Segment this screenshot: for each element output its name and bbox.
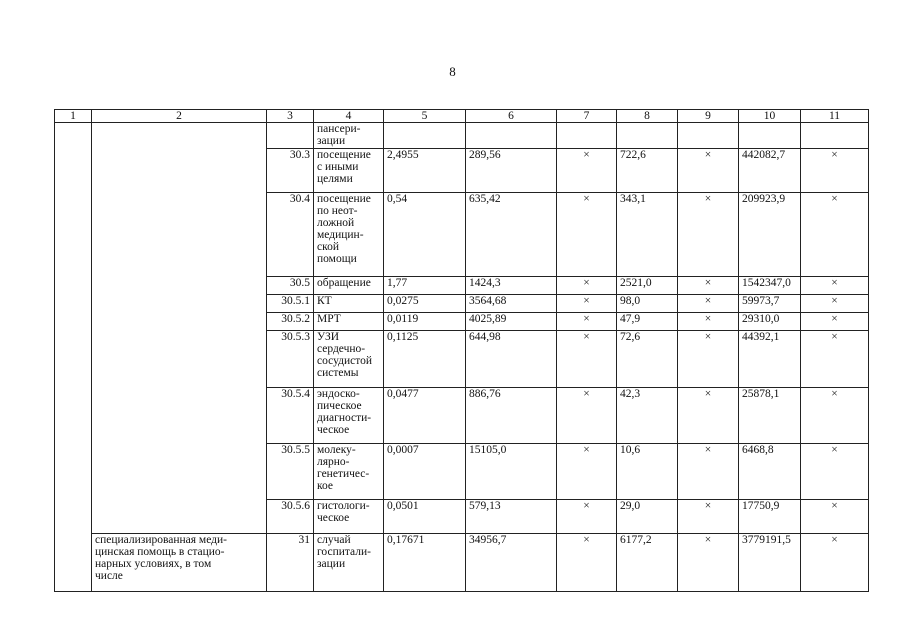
cell-col-10: 59973,7 xyxy=(739,295,801,313)
column-header-11: 11 xyxy=(801,110,869,123)
cell-col-6: 3564,68 xyxy=(466,295,557,313)
cell-col-9: × xyxy=(678,534,739,592)
column-header-2: 2 xyxy=(92,110,267,123)
cell-col-5: 0,0119 xyxy=(384,313,466,331)
cell-col-5: 0,0275 xyxy=(384,295,466,313)
cell-col-7 xyxy=(557,123,617,149)
cell-col-9: × xyxy=(678,149,739,193)
cell-col-7: × xyxy=(557,500,617,534)
cell-col-6: 579,13 xyxy=(466,500,557,534)
cell-col-5: 0,0007 xyxy=(384,444,466,500)
cell-col-9: × xyxy=(678,313,739,331)
cell-col-10: 44392,1 xyxy=(739,331,801,388)
cell-col-4: гистологи- ческое xyxy=(314,500,384,534)
cell-col-6: 886,76 xyxy=(466,388,557,444)
cell-col-6: 4025,89 xyxy=(466,313,557,331)
cell-col-4: случай госпитали- зации xyxy=(314,534,384,592)
cell-col-7: × xyxy=(557,444,617,500)
cell-col-4: посещение с иными целями xyxy=(314,149,384,193)
cell-col-1 xyxy=(55,123,92,592)
cell-col-9: × xyxy=(678,277,739,295)
cell-col-3: 30.5 xyxy=(267,277,314,295)
column-header-6: 6 xyxy=(466,110,557,123)
cell-col-6: 644,98 xyxy=(466,331,557,388)
cell-col-8: 6177,2 xyxy=(617,534,678,592)
cell-col-4: МРТ xyxy=(314,313,384,331)
cell-col-3: 30.5.5 xyxy=(267,444,314,500)
cell-col-11: × xyxy=(801,331,869,388)
cell-col-4: обращение xyxy=(314,277,384,295)
cell-col-10: 6468,8 xyxy=(739,444,801,500)
cell-col-10: 1542347,0 xyxy=(739,277,801,295)
cell-col-3: 30.3 xyxy=(267,149,314,193)
cell-col-11: × xyxy=(801,193,869,277)
cell-col-11: × xyxy=(801,277,869,295)
table-body xyxy=(55,123,869,592)
cell-col-6: 1424,3 xyxy=(466,277,557,295)
cell-col-10: 442082,7 xyxy=(739,149,801,193)
cell-col-5 xyxy=(384,123,466,149)
cell-col-8 xyxy=(617,123,678,149)
cell-col-3: 30.4 xyxy=(267,193,314,277)
column-header-7: 7 xyxy=(557,110,617,123)
cell-col-7: × xyxy=(557,388,617,444)
cell-col-9: × xyxy=(678,444,739,500)
cell-col-11: × xyxy=(801,534,869,592)
cell-col-6: 635,42 xyxy=(466,193,557,277)
cell-col-6: 34956,7 xyxy=(466,534,557,592)
page-number: 8 xyxy=(449,64,456,79)
cell-col-5: 0,0477 xyxy=(384,388,466,444)
cell-col-9 xyxy=(678,123,739,149)
cell-col-6: 289,56 xyxy=(466,149,557,193)
cell-col-11: × xyxy=(801,149,869,193)
cell-col-10: 209923,9 xyxy=(739,193,801,277)
cell-col-8: 72,6 xyxy=(617,331,678,388)
cell-col-4: КТ xyxy=(314,295,384,313)
cell-col-11: × xyxy=(801,500,869,534)
cell-col-9: × xyxy=(678,388,739,444)
cell-col-4: эндоско- пическое диагности- ческое xyxy=(314,388,384,444)
cell-col-3: 30.5.6 xyxy=(267,500,314,534)
table-row xyxy=(55,123,869,149)
cell-col-11: × xyxy=(801,444,869,500)
cell-col-8: 343,1 xyxy=(617,193,678,277)
cell-col-3: 30.5.2 xyxy=(267,313,314,331)
cell-col-5: 0,17671 xyxy=(384,534,466,592)
cell-col-8: 29,0 xyxy=(617,500,678,534)
column-header-10: 10 xyxy=(739,110,801,123)
cell-col-9: × xyxy=(678,331,739,388)
cell-col-5: 1,77 xyxy=(384,277,466,295)
cell-col-8: 98,0 xyxy=(617,295,678,313)
cell-col-10: 17750,9 xyxy=(739,500,801,534)
cell-col-3: 30.5.3 xyxy=(267,331,314,388)
table-row xyxy=(55,534,869,592)
cell-col-9: × xyxy=(678,193,739,277)
cell-col-5: 0,54 xyxy=(384,193,466,277)
cell-col-4: пансери- зации xyxy=(314,123,384,149)
cell-col-8: 47,9 xyxy=(617,313,678,331)
cell-col-8: 722,6 xyxy=(617,149,678,193)
column-header-5: 5 xyxy=(384,110,466,123)
cell-col-8: 10,6 xyxy=(617,444,678,500)
cell-col-8: 42,3 xyxy=(617,388,678,444)
column-header-4: 4 xyxy=(314,110,384,123)
cell-col-4: УЗИ сердечно- сосудистой системы xyxy=(314,331,384,388)
cell-col-11: × xyxy=(801,388,869,444)
cell-col-3: 30.5.4 xyxy=(267,388,314,444)
cell-col-3: 31 xyxy=(267,534,314,592)
cell-col-6: 15105,0 xyxy=(466,444,557,500)
cell-col-7: × xyxy=(557,149,617,193)
cell-col-10: 25878,1 xyxy=(739,388,801,444)
cell-col-11: × xyxy=(801,313,869,331)
cell-col-5: 2,4955 xyxy=(384,149,466,193)
cell-col-7: × xyxy=(557,277,617,295)
cell-col-9: × xyxy=(678,295,739,313)
cell-col-5: 0,1125 xyxy=(384,331,466,388)
cell-col-11 xyxy=(801,123,869,149)
cell-col-7: × xyxy=(557,331,617,388)
column-header-3: 3 xyxy=(267,110,314,123)
cell-col-10: 29310,0 xyxy=(739,313,801,331)
column-header-1: 1 xyxy=(55,110,92,123)
cell-col-2: специализированная меди- цинская помощь в стацио- нарных условиях, в том числе xyxy=(92,534,267,592)
cell-col-3: 30.5.1 xyxy=(267,295,314,313)
header-row xyxy=(55,110,869,123)
cell-col-10 xyxy=(739,123,801,149)
cell-col-7: × xyxy=(557,295,617,313)
cell-col-6 xyxy=(466,123,557,149)
cell-col-3 xyxy=(267,123,314,149)
cell-col-10: 3779191,5 xyxy=(739,534,801,592)
cell-col-11: × xyxy=(801,295,869,313)
cell-col-5: 0,0501 xyxy=(384,500,466,534)
column-header-8: 8 xyxy=(617,110,678,123)
cell-col-7: × xyxy=(557,534,617,592)
tariff-table xyxy=(54,109,869,592)
cell-col-8: 2521,0 xyxy=(617,277,678,295)
cell-col-7: × xyxy=(557,193,617,277)
cell-col-2 xyxy=(92,123,267,534)
cell-col-4: молеку- лярно- генетичес- кое xyxy=(314,444,384,500)
column-header-9: 9 xyxy=(678,110,739,123)
cell-col-4: посещение по неот- ложной медицин- ской помощи xyxy=(314,193,384,277)
cell-col-9: × xyxy=(678,500,739,534)
cell-col-7: × xyxy=(557,313,617,331)
